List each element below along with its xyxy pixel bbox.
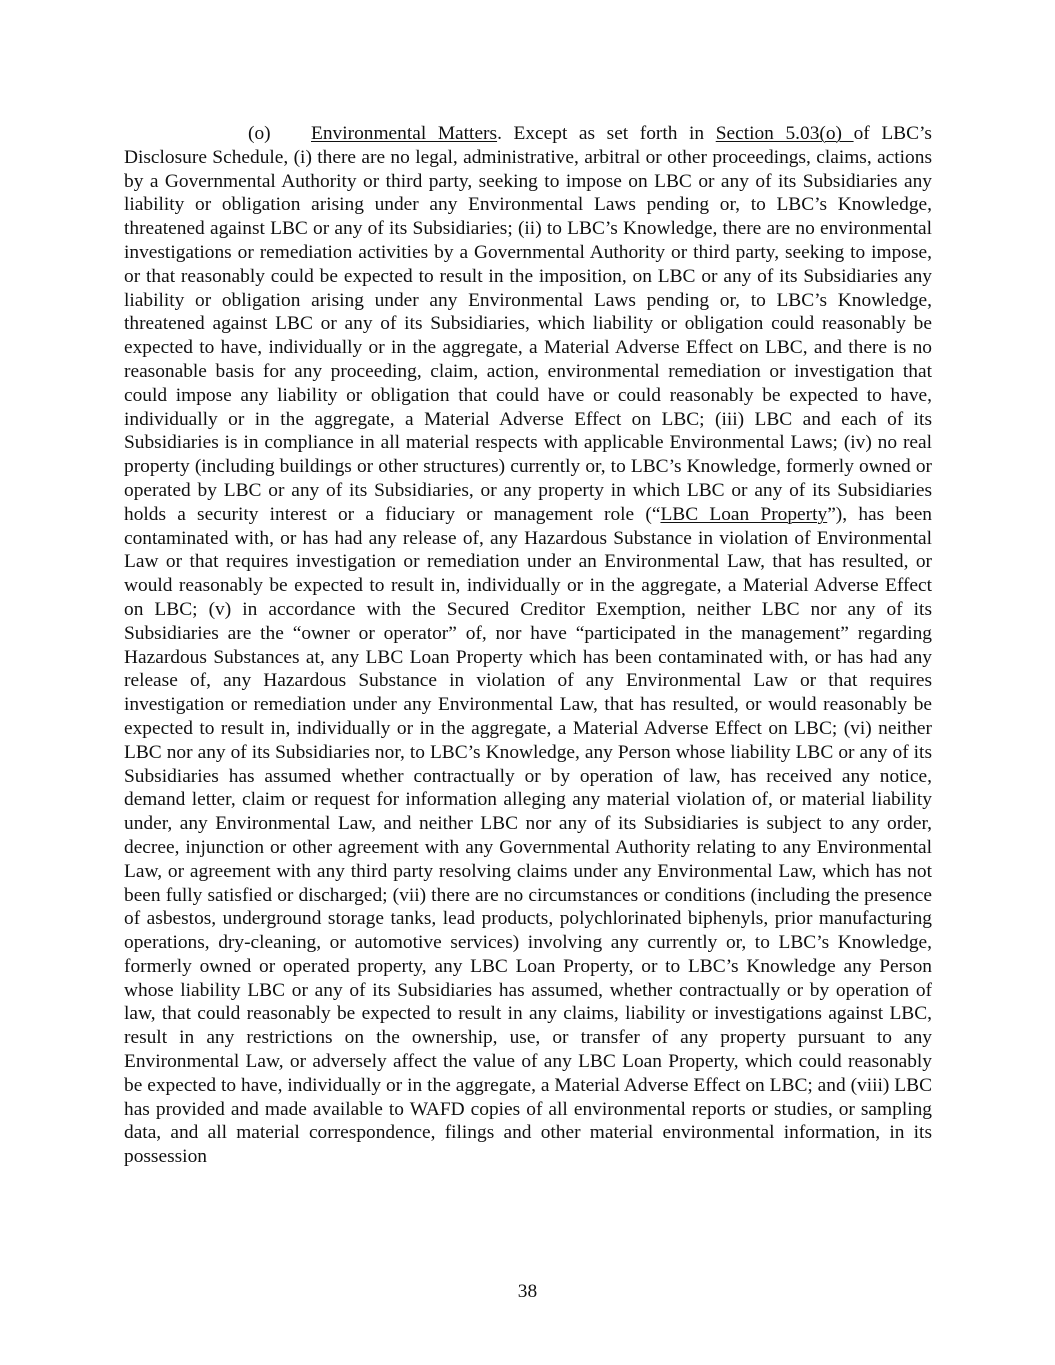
paragraph-text-part-2: ”), has been contaminated with, or has had any release of, any Hazardous Substance in violation of Environmental Law or that requires investigation or remediation under an Environmental Law, that has resulted, or would reasonably be expected to result in, individually or in the aggregate, a Material Adverse Effect on LBC; (v) in accordance with the Secured Creditor Exemption, neither LBC nor any of its Subsidiaries are the “owner or operator” of, nor have “participated in the management” regarding Hazardous Substances at, any LBC Loan Property which has been contaminated with, or has had any release of, any Hazardous Substance in violation of any Environmental Law or that requires investigation or remediation under any Environmental Law, that has resulted, or would reasonably be expected to result in, individually or in the aggregate, a Material Adverse Effect on LBC; (vi) neither LBC nor any of its Subsidiaries nor, to LBC’s Knowledge, any Person whose liability LBC or any of its Subsidiaries has assumed whether contractually or by operation of law, has received any notice, demand letter, claim or request for information alleging any material violation of, or material liability under, any Environmental Law, and neither LBC nor any of its Subsidiaries is subject to any order, decree, injunction or other agreement with any Governmental Authority relating to any Environmental Law, or agreement with any third party resolving claims under any Environmental Law, which has not been fully satisfied or discharged; (vii) there are no circumstances or conditions (including the presence of asbestos, underground storage tanks, lead products, polychlorinated biphenyls, prior manufacturing operations, dry-cleaning, or automotive services) involving any currently or, to LBC’s Knowledge, formerly owned or operated property, any LBC Loan Property, or to LBC’s Knowledge any Person whose liability LBC or any of its Subsidiaries has assumed, whether contractually or by operation of law, that could reasonably be expected to result in any claims, liability or investigations against LBC, result in any restrictions on the ownership, use, or transfer of any property pursuant to any Environmental Law, or adversely affect the value of any LBC Loan Property, which could reasonably be expected to have, individually or in the aggregate, a Material Adverse Effect on LBC; and (viii) LBC has provided and made available to WAFD copies of all environmental reports or studies, or sampling data, and all material correspondence, filings and other material environmental information, in its possession (124, 503, 933, 1168)
defined-term: LBC Loan Property (660, 503, 828, 525)
section-paragraph (124, 122, 932, 1169)
heading-trailer-text: . Except as set forth in (497, 123, 716, 144)
page-number: 38 (517, 1281, 538, 1302)
paragraph-text-part-1: of LBC’s Disclosure Schedule, (i) there are no legal, administrative, arbitral or other proceedings, claims, actions by a Governmental Authority or third party, seeking to impose on LBC or any of its Subsidiaries any liability or obligation arising under any Environmental Laws pending or, to LBC’s Knowledge, threatened against LBC or any of its Subsidiaries; (ii) to LBC’s Knowledge, there are no environmental investigations or remediation activities by a Governmental Authority or third party, seeking to impose, or that reasonably could be expected to result in the imposition, on LBC or any of its Subsidiaries any liability or obligation arising under any Environmental Laws pending or, to LBC’s Knowledge, threatened against LBC or any of its Subsidiaries, which liability or obligation could reasonably be expected to have, individually or in the aggregate, a Material Adverse Effect on LBC, and there is no reasonable basis for any proceeding, claim, action, environmental remediation or investigation that could impose any liability or obligation that could have or could reasonably be expected to have, individually or in the aggregate, a Material Adverse Effect on LBC; (iii) LBC and each of its Subsidiaries is in compliance in all material respects with applicable Environmental Laws; (iv) no real property (including buildings or other structures) currently or, to LBC’s Knowledge, formerly owned or operated by LBC or any of its Subsidiaries, or any property in which LBC or any of its Subsidiaries holds a security interest or a fiduciary or management role (“ (124, 123, 932, 525)
section-marker: (o) (248, 123, 271, 144)
section-heading: Environmental Matters (311, 123, 498, 144)
schedule-reference: Section 5.03(o) (715, 123, 854, 144)
